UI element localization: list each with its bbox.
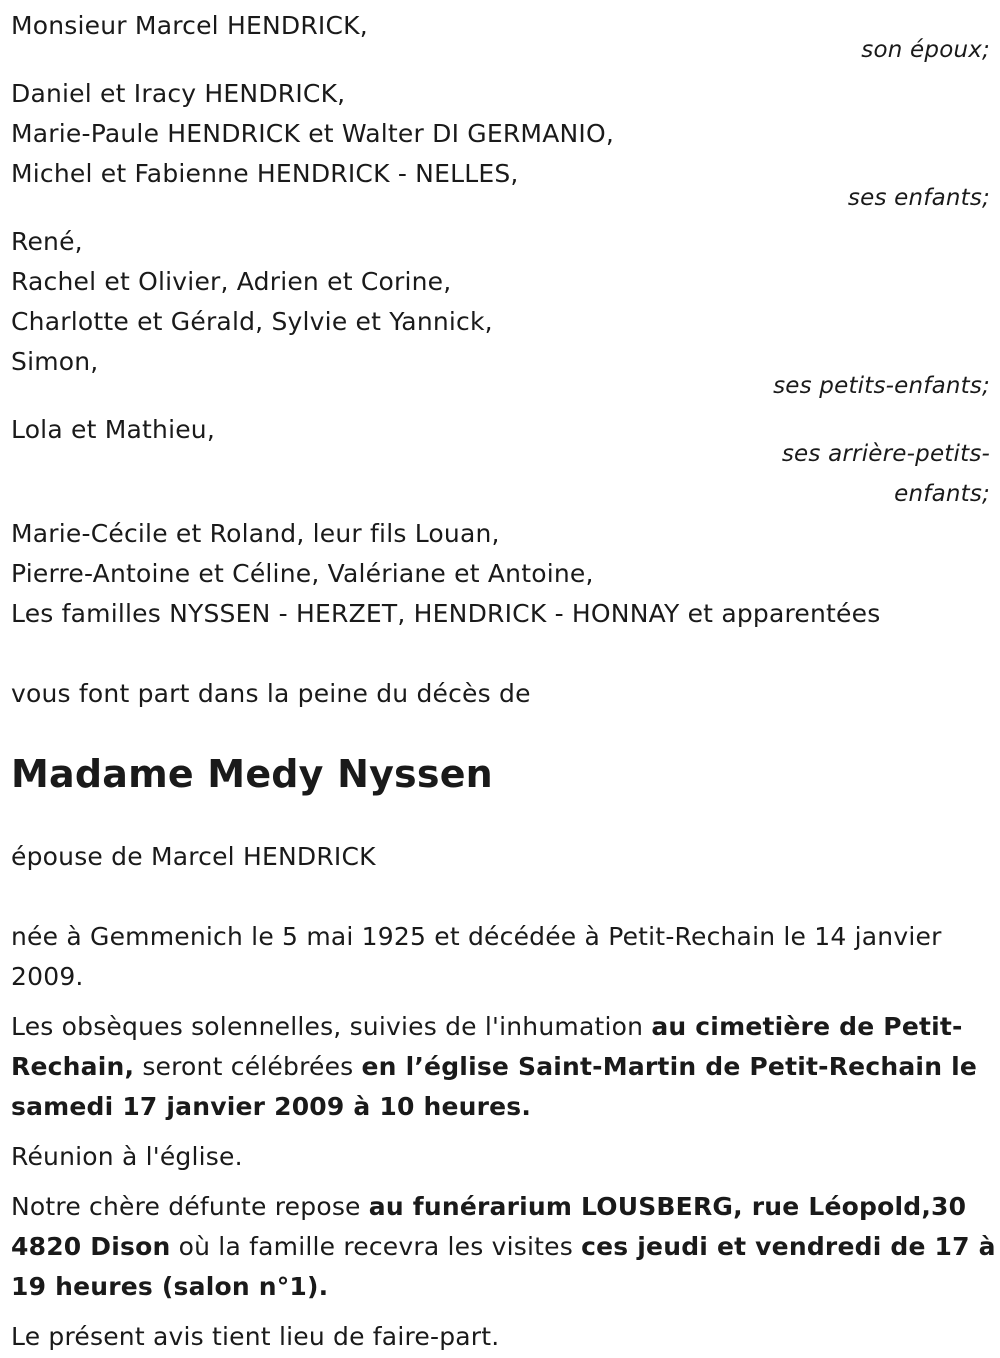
grandchildren-line: Simon, xyxy=(11,347,99,376)
funeral-paragraph-line: Les obsèques solennelles, suivies de l'inhumation au cimetière de Petit- xyxy=(11,1012,963,1041)
grandchildren-role: ses petits-enfants; xyxy=(773,373,990,399)
grandchildren-line: René, xyxy=(11,227,83,256)
grandchildren-line: Charlotte et Gérald, Sylvie et Yannick, xyxy=(11,307,493,336)
children-line: Marie-Paule HENDRICK et Walter DI GERMANIO, xyxy=(11,119,614,148)
meeting-line: Réunion à l'église. xyxy=(11,1142,243,1171)
spouse-line: Monsieur Marcel HENDRICK, xyxy=(11,11,368,40)
great-grandchildren-role: ses arrière-petits- xyxy=(781,441,990,467)
grandchildren-line: Rachel et Olivier, Adrien et Corine, xyxy=(11,267,452,296)
deceased-name: Madame Medy Nyssen xyxy=(11,752,493,796)
great-grandchildren-line: Lola et Mathieu, xyxy=(11,415,215,444)
funeral-paragraph-line: Rechain, seront célébrées en l’église Saint-Martin de Petit-Rechain le xyxy=(11,1052,978,1081)
great-grandchildren-role-cont: enfants; xyxy=(894,481,990,507)
visitation-paragraph-line: Notre chère défunte repose au funérarium LOUSBERG, rue Léopold,30 xyxy=(11,1192,967,1221)
children-line: Michel et Fabienne HENDRICK - NELLES, xyxy=(11,159,519,188)
visitation-days: ces jeudi et vendredi de 17 à xyxy=(581,1232,996,1261)
funeral-home: au funérarium LOUSBERG, rue Léopold,30 xyxy=(368,1192,967,1221)
birth-death-line-cont: 2009. xyxy=(11,962,84,991)
birth-death-line: née à Gemmenich le 5 mai 1925 et décédée à Petit-Rechain le 14 janvier xyxy=(11,922,942,951)
funeral-paragraph-line xyxy=(11,1087,990,1127)
others-line: Pierre-Antoine et Céline, Valériane et Antoine, xyxy=(11,559,594,588)
others-line: Les familles NYSSEN - HERZET, HENDRICK - HONNAY et apparentées xyxy=(11,599,881,628)
visitation-hours: 19 heures (salon n°1). xyxy=(11,1272,329,1301)
cemetery-location: au cimetière de Petit- xyxy=(651,1012,963,1041)
children-line: Daniel et Iracy HENDRICK, xyxy=(11,79,346,108)
funeral-home-city: 4820 Dison xyxy=(11,1232,171,1261)
visitation-paragraph-line xyxy=(11,1267,990,1307)
others-line: Marie-Cécile et Roland, leur fils Louan, xyxy=(11,519,500,548)
visitation-paragraph-line: 4820 Dison où la famille recevra les visites ces jeudi et vendredi de 17 à xyxy=(11,1232,996,1261)
intro-line: vous font part dans la peine du décès de xyxy=(11,679,531,708)
spouse-role: son époux; xyxy=(861,37,990,63)
cemetery-location-cont: Rechain, xyxy=(11,1052,135,1081)
church-location: en l’église Saint-Martin de Petit-Rechain le xyxy=(361,1052,978,1081)
spouse-of-line: épouse de Marcel HENDRICK xyxy=(11,842,376,871)
children-role: ses enfants; xyxy=(847,185,990,211)
funeral-date: samedi 17 janvier 2009 à 10 heures. xyxy=(11,1092,532,1121)
closing-line: Le présent avis tient lieu de faire-part. xyxy=(11,1322,500,1351)
